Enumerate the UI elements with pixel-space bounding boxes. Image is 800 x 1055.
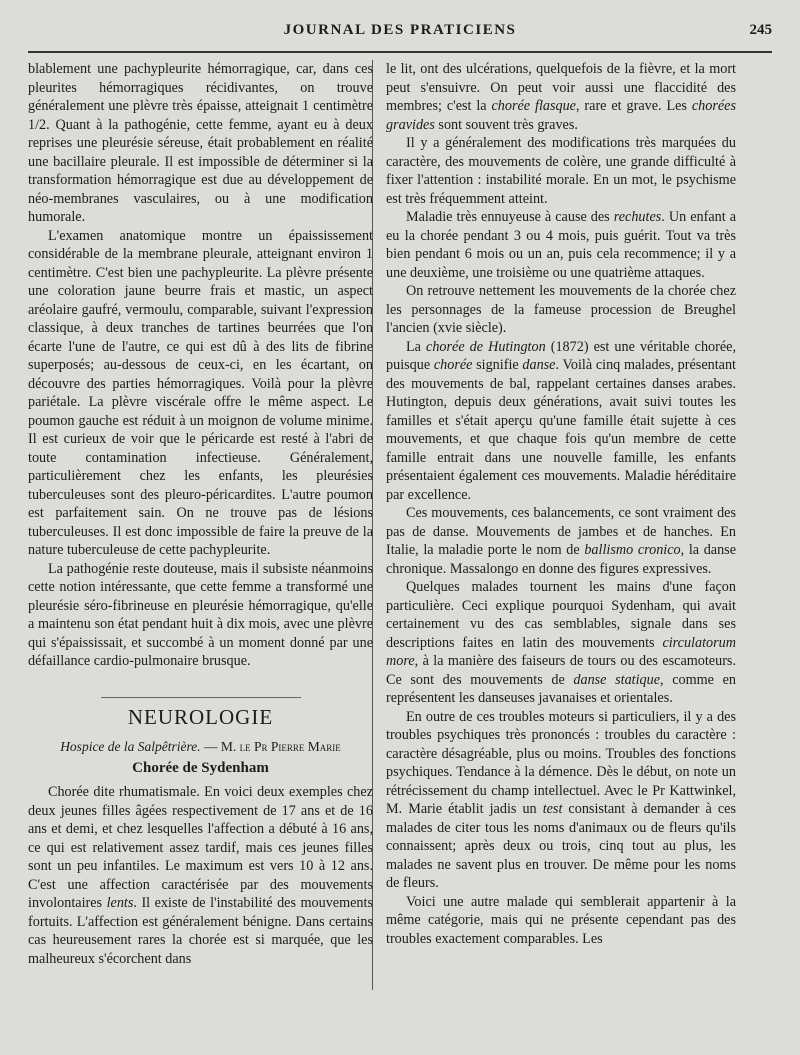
text-run: Quelques malades tournent les mains d'une façon particulière. Ceci explique pourquoi Sydenham, qui avait certainement vu des cas semblables, signale dans ses descriptions faites en latin des mouvements <box>386 579 736 651</box>
byline-author: — M. le Pr Pierre Marie <box>200 739 341 754</box>
paragraph: Il y a généralement des modifications très marquées du caractère, des mouvements de colère, une grande difficulté à fixer l'attention : instabilité morale. En un mot, le psychisme est très fréquemment atteint. <box>386 135 736 207</box>
italic-text: circulatorum more <box>386 634 736 669</box>
left-column <box>28 60 373 968</box>
page-number: 245 <box>749 22 772 38</box>
text-run: Chorée dite rhumatismale. En voici deux exemples chez deux jeunes filles âgées respectivement de 17 ans et de 16 ans et demi, et chez lesquelles l'affection a débuté à 16 ans, ce qui est relativement assez tardif, mais ces jeunes filles sont un peu infantiles. Le maximum est vers 10 à 12 ans. C'est une affection caractérisée par des mouvements involontaires <box>28 784 373 911</box>
italic-text: rechutes <box>613 209 662 225</box>
italic-text: chorée flasque <box>491 98 576 114</box>
italic-text: danse statique <box>573 671 661 688</box>
byline-place: Hospice de la Salpêtrière. <box>60 739 201 754</box>
paragraph: L'examen anatomique montre un épaississement considérable de la membrane pleurale, atteignant environ 1 centimètre. C'est bien une pachypleurite. La plèvre présente une coloration jaune beurre frais et mastic, un aspect aréolaire gaufré, vermoulu, comparable, suivant l'expression classique, à deux tranches de tartines beurrées que l'on écarte l'une de l'autre, ce qui est dû à des lits de fibrine superposés; au-dessous de ceux-ci, en les écartant, on découvre des parties hémorragiques. Voilà pour la plèvre pariétale. La plèvre viscérale offre le même aspect. Le poumon gauche est réduit à un moignon de volume minime. Il est curieux de voir que le péricarde est resté à l'abri de toute contamination infectieuse. Généralement, particulièrement chez les enfants, les pleurésies tuberculeuses sont des pleuro-péricardites. L'autre poumon est parfaitement sain. On ne trouve pas de lésions tuberculeuses. Il est donc impossible de faire la preuve de la nature tuberculeuse de cette pachypleurite. <box>28 227 373 558</box>
text-run: signifie <box>472 357 523 373</box>
right-column <box>386 60 736 948</box>
italic-text: lents <box>106 895 134 911</box>
journal-title: JOURNAL DES PRATICIENS <box>283 22 517 38</box>
paragraph: Voici une autre malade qui semblerait appartenir à la même catégorie, mais qui ne présente cependant pas des troubles exactement comparables. Les <box>386 893 736 947</box>
section-heading: NEUROLOGIE <box>101 697 301 727</box>
paragraph: La pathogénie reste douteuse, mais il subsiste néanmoins cette notion intéressante, que cette femme a transformé une pleurésie séro-fibrineuse en pleurésie hémorragique, qu'elle a maintenu son état pendant huit à dix mois, avec une plèvre qui s'épaississait, et succombé à un moment donné par une défaillance cardio-pulmonaire brusque. <box>28 560 373 669</box>
text-run: consistant à demander à ces malades de citer tous les noms d'animaux ou de fleurs qu'ils connaissent; après deux ou trois, cinq tout au plus, les malades ne savent plus en trouver. De même pour les noms de fleurs. <box>386 801 736 891</box>
italic-text: chorées gravides <box>386 98 736 133</box>
article-title: Chorée de Sydenham <box>132 759 269 776</box>
text-run: La <box>406 338 427 355</box>
text-run: sont souvent très graves. <box>434 116 578 133</box>
text-run: , la danse chronique. Massalongo en donne des figures expressives. <box>386 542 737 577</box>
paragraph <box>28 783 373 968</box>
paragraph <box>386 708 736 893</box>
italic-text: chorée <box>433 357 473 373</box>
text-run: , à la manière des faiseurs de tours ou des escamoteurs. Ce sont des mouvements de <box>386 653 736 688</box>
paragraph <box>386 578 736 708</box>
paragraph <box>386 60 736 134</box>
paragraph: On retrouve nettement les mouvements de la chorée chez les personnages de la fameuse procession de Breughel l'ancien (xvie siècle). <box>386 283 736 336</box>
text-run: . Voilà cinq malades, présentant des mouvements de bal, rappelant certaines danses arabes. Hutington, depuis deux générations, avait suivi toutes les familles et s'était aperçu qu'une famille était sujette à ces mouvements, et que chaque fois qu'un membre de cette famille entrait dans une nouvelle famille, les enfants présentaient également ces mouvements. Maladie héréditaire par excellence. <box>386 357 736 503</box>
italic-text: test <box>542 801 563 817</box>
paragraph <box>386 208 736 282</box>
text-run: , rare et grave. Les <box>575 98 692 114</box>
italic-text: chorée de Hutington <box>426 338 546 355</box>
text-run: le lit, ont des ulcérations, quelquefois de la fièvre, et la mort peut s'ensuivre. On peut voir aussi une flaccidité des membres; c'est la <box>386 61 736 114</box>
paragraph <box>386 338 736 505</box>
article-byline <box>28 738 373 757</box>
text-run: , comme en représentent les danseuses javanaises et orientales. <box>386 671 736 706</box>
paragraph: blablement une pachypleurite hémorragique, car, dans ces pleurites hémorragiques récidivantes, on trouve généralement une plèvre très épaisse, atteignait 1 centimètre 1/2. Quant à la pathogénie, cette femme, ayant eu à deux reprises une pleurésie séreuse, était probablement en réalité une bacillaire pleurale. Il est impossible de déterminer si la transformation hémorragique est due au développement de néo-membranes vasculaires, ou à une modification humorale. <box>28 61 373 225</box>
text-run: En outre de ces troubles moteurs si particuliers, il y a des troubles psychiques très prononcés : troubles du caractère : caractère désagréable, plus ou moins. Troubles des fonctions psychiques. Tendance à la démence. Dès le début, on note un rétrécissement du champ intellectuel. Avec le Pr Kattwinkel, M. Marie établit jadis un <box>386 708 736 817</box>
text-run: . Il existe de l'instabilité des mouvements fortuits. L'affection est généralement bénigne. Dans certains cas heureusement rares la chorée est si marquée, que les malheureux s'écorchent dans <box>28 895 373 967</box>
text-run: (1872) est une véritable chorée, puisque <box>386 338 736 373</box>
italic-text: danse <box>522 357 556 373</box>
header-rule <box>28 51 772 53</box>
page-header <box>28 22 772 44</box>
text-run: Ces mouvements, ces balancements, ce sont vraiment des pas de danse. Mouvements de jambes et de hanches. En Italie, la maladie porte le nom de <box>386 505 736 558</box>
text-run: . Un enfant a eu la chorée pendant 3 ou 4 mois, puis guérit. Tout va très bien pendant 6 mois ou un an, puis cela recommence; il y a une deuxième, une troisième ou une quatrième attaques. <box>386 209 736 281</box>
paragraph <box>386 504 736 578</box>
text-run: Maladie très ennuyeuse à cause des <box>406 209 614 225</box>
italic-text: ballismo cronico <box>584 542 681 558</box>
